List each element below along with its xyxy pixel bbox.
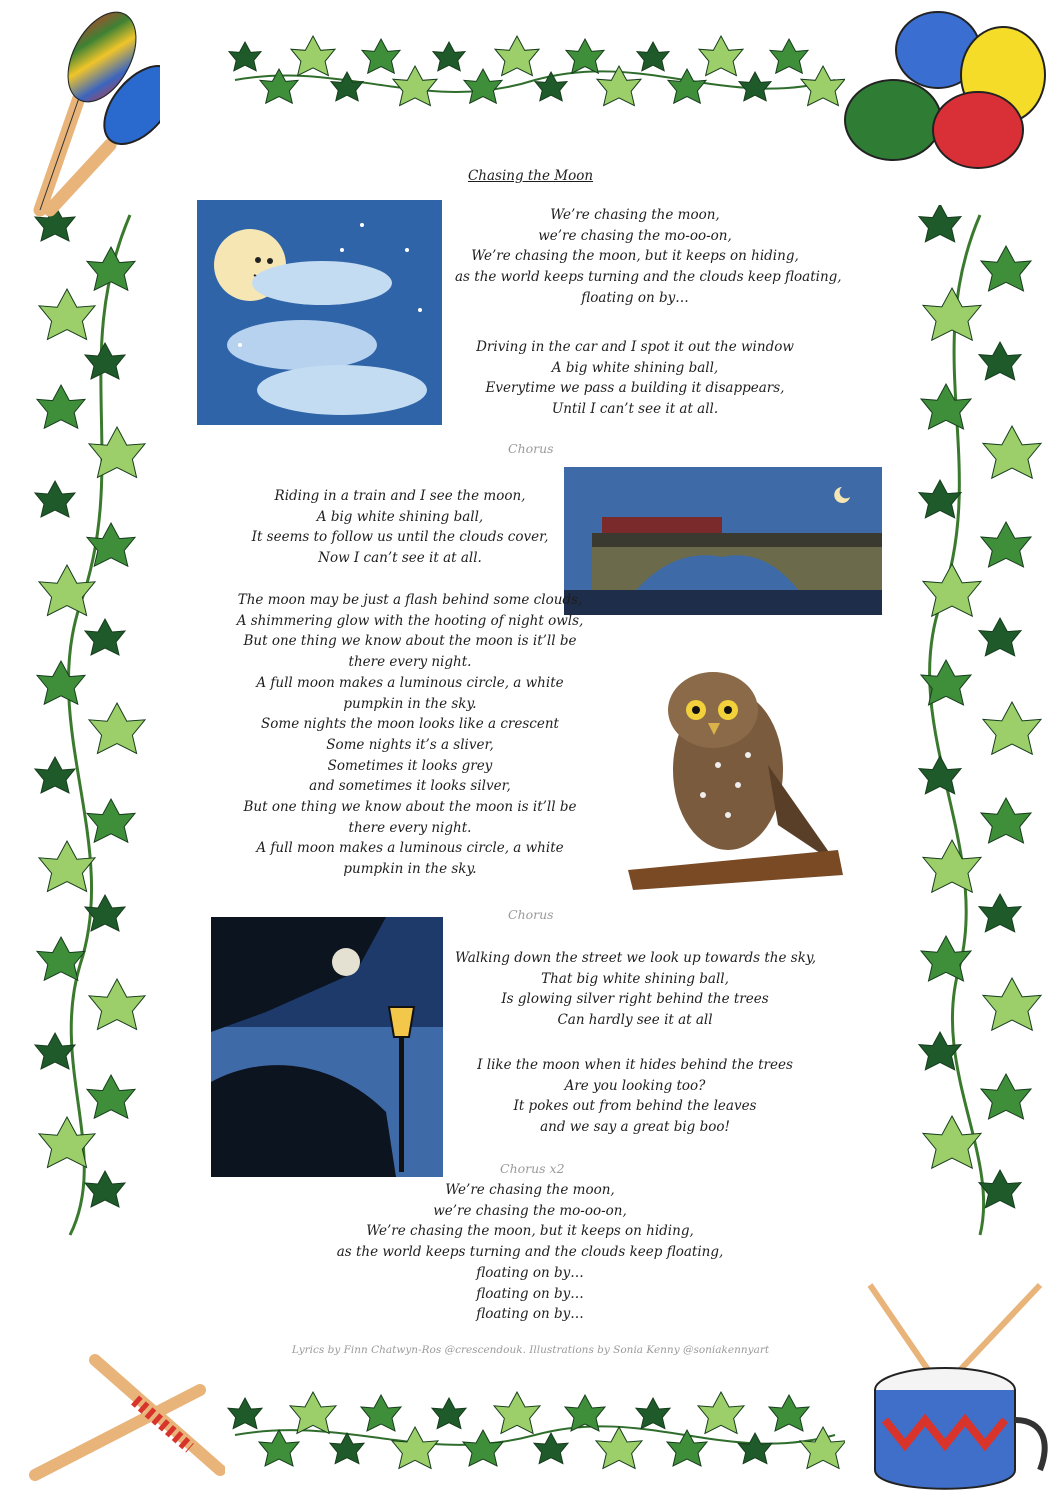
ivy-leaf-icon bbox=[39, 289, 95, 339]
final-chorus: We’re chasing the moon, we’re chasing the mo-oo-on, We’re chasing the moon, but it keeps on hiding, as the world keeps turning and the clouds keep floating, floating on by… floating on by… floating on by… bbox=[336, 1182, 724, 1323]
ivy-leaf-icon bbox=[228, 1398, 262, 1429]
ivy-leaf-icon bbox=[923, 1116, 981, 1168]
ivy-leaf-icon bbox=[393, 66, 437, 106]
ivy-leaf-icon bbox=[923, 564, 981, 616]
ivy-leaf-icon bbox=[87, 247, 135, 290]
ivy-leaf-icon bbox=[738, 1433, 772, 1464]
ivy-leaf-icon bbox=[433, 42, 465, 71]
ivy-leaf-icon bbox=[698, 1392, 744, 1433]
ivy-leaf-icon bbox=[923, 840, 981, 892]
ivy-leaf-icon bbox=[85, 619, 125, 655]
ivy-leaf-icon bbox=[979, 618, 1021, 656]
ivy-leaf-icon bbox=[983, 978, 1041, 1030]
right-ivy-vine bbox=[880, 205, 1055, 1245]
ivy-leaf-icon bbox=[85, 343, 125, 379]
ivy-leaf-icon bbox=[87, 799, 135, 842]
ivy-leaf-icon bbox=[637, 42, 669, 71]
ivy-leaf-icon bbox=[392, 1427, 438, 1468]
chorus-label-2: Chorus bbox=[508, 907, 554, 922]
ivy-leaf-icon bbox=[923, 288, 981, 340]
verse-5: Walking down the street we look up towards the sky, That big white shining ball, Is glowing silver right behind the trees Can hardly see it at all bbox=[455, 950, 817, 1029]
ivy-leaf-icon bbox=[983, 426, 1041, 478]
ivy-leaf-icon bbox=[37, 661, 85, 704]
owl-illustration bbox=[628, 665, 850, 895]
ivy-leaf-icon bbox=[39, 841, 95, 891]
ivy-leaf-icon bbox=[464, 69, 502, 103]
ivy-leaf-icon bbox=[290, 1392, 336, 1433]
song-title: Chasing the Moon bbox=[467, 168, 594, 184]
ivy-leaf-icon bbox=[330, 1433, 364, 1464]
left-ivy-vine bbox=[10, 205, 160, 1245]
top-ivy-garland bbox=[225, 20, 845, 125]
ivy-leaf-icon bbox=[432, 1398, 466, 1429]
ivy-leaf-icon bbox=[35, 757, 75, 793]
ivy-leaf-icon bbox=[463, 1430, 503, 1466]
ivy-leaf-icon bbox=[260, 69, 298, 103]
ivy-leaf-icon bbox=[85, 1171, 125, 1207]
ivy-leaf-icon bbox=[534, 1433, 568, 1464]
ivy-leaf-icon bbox=[739, 72, 771, 101]
ivy-leaf-icon bbox=[979, 1170, 1021, 1208]
chorus-label: Chorus bbox=[508, 441, 554, 456]
ivy-leaf-icon bbox=[89, 427, 145, 477]
ivy-leaf-icon bbox=[535, 72, 567, 101]
ivy-leaf-icon bbox=[37, 385, 85, 428]
ivy-leaf-icon bbox=[494, 1392, 540, 1433]
ivy-leaf-icon bbox=[89, 979, 145, 1029]
street-lamp-illustration bbox=[206, 912, 446, 1180]
ivy-leaf-icon bbox=[35, 481, 75, 517]
claves-icon bbox=[15, 1345, 225, 1495]
ivy-leaf-icon bbox=[361, 1395, 401, 1431]
drum-icon bbox=[860, 1280, 1060, 1495]
moon-illustration bbox=[192, 195, 447, 430]
ivy-leaf-icon bbox=[981, 522, 1031, 567]
ivy-leaf-icon bbox=[981, 1074, 1031, 1119]
ivy-leaf-icon bbox=[39, 1117, 95, 1167]
ivy-leaf-icon bbox=[259, 1430, 299, 1466]
ivy-leaf-icon bbox=[981, 246, 1031, 291]
ivy-leaf-icon bbox=[979, 894, 1021, 932]
ivy-leaf-icon bbox=[800, 1427, 845, 1468]
ivy-leaf-icon bbox=[769, 1395, 809, 1431]
verse-6: I like the moon when it hides behind the trees Are you looking too? It pokes out from behind the leaves and we say a great big boo! bbox=[477, 1057, 793, 1136]
verse-4: The moon may be just a flash behind some clouds, A shimmering glow with the hooting of night owls, But one thing we know about the moon is it’ll be there every night. A full moon makes a luminous circle, a white pumpkin in the sky. Some nights the moon looks like a crescent Some nights it’s a sliver, Sometimes it looks grey and sometimes it looks silver, But one thing we know about the moon is it’ll be there every night. A full moon makes a luminous circle, a white pumpkin in the sky. bbox=[236, 592, 584, 878]
ivy-leaf-icon bbox=[35, 1033, 75, 1069]
verse-2: Driving in the car and I spot it out the window A big white shining ball, Everytime we pass a building it disappears, Until I can’t see it at all. bbox=[476, 339, 794, 418]
ivy-leaf-icon bbox=[919, 756, 961, 794]
eggs-shakers-icon bbox=[838, 5, 1058, 175]
verse-3: Riding in a train and I see the moon, A big white shining ball, It seems to follow us until the clouds cover, Now I can’t see it at all. bbox=[251, 488, 549, 567]
ivy-leaf-icon bbox=[668, 69, 706, 103]
verse-1: We’re chasing the moon, we’re chasing the mo-oo-on, We’re chasing the moon, but it keeps on hiding, as the world keeps turning and the clouds keep floating, floating on by… bbox=[455, 207, 842, 306]
chorus-x2-label: Chorus x2 bbox=[500, 1161, 565, 1176]
maracas-icon bbox=[10, 5, 160, 220]
ivy-leaf-icon bbox=[229, 42, 261, 71]
ivy-leaf-icon bbox=[495, 36, 539, 76]
ivy-leaf-icon bbox=[596, 1427, 642, 1468]
ivy-leaf-icon bbox=[87, 1075, 135, 1118]
ivy-leaf-icon bbox=[979, 342, 1021, 380]
ivy-leaf-icon bbox=[362, 39, 400, 73]
bottom-ivy-garland bbox=[225, 1355, 845, 1495]
ivy-leaf-icon bbox=[89, 703, 145, 753]
ivy-leaf-icon bbox=[983, 702, 1041, 754]
ivy-leaf-icon bbox=[636, 1398, 670, 1429]
ivy-leaf-icon bbox=[921, 384, 971, 429]
ivy-leaf-icon bbox=[770, 39, 808, 73]
train-bridge-illustration bbox=[562, 465, 884, 617]
credits-line: Lyrics by Finn Chatwyn-Ros @crescendouk. Illustrations by Sonia Kenny @soniakennyart bbox=[291, 1344, 770, 1356]
ivy-leaf-icon bbox=[39, 565, 95, 615]
ivy-leaf-icon bbox=[919, 480, 961, 518]
ivy-leaf-icon bbox=[919, 205, 961, 242]
ivy-leaf-icon bbox=[566, 39, 604, 73]
ivy-leaf-icon bbox=[331, 72, 363, 101]
ivy-leaf-icon bbox=[981, 798, 1031, 843]
ivy-leaf-icon bbox=[291, 36, 335, 76]
ivy-leaf-icon bbox=[667, 1430, 707, 1466]
ivy-leaf-icon bbox=[699, 36, 743, 76]
